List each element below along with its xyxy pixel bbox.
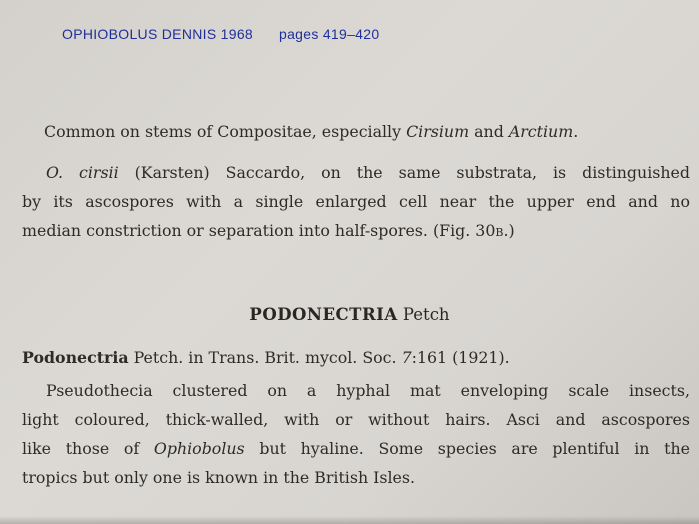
genus-name-ophiobolus: Ophiobolus (153, 439, 245, 458)
citation-volume: 7 (401, 348, 412, 367)
text-line: like those of Ophiobolus but hyaline. Some species are plentiful in the (22, 439, 690, 458)
section-heading (0, 305, 699, 324)
habitat-paragraph (44, 117, 684, 146)
text-line: O. cirsii (Karsten) Saccardo, on the same substrata, is distinguished (46, 163, 691, 182)
description-paragraph (22, 376, 690, 492)
citation-line (22, 343, 690, 372)
pages-label: pages 419–420 (279, 26, 380, 42)
section-heading-author: Petch (397, 305, 450, 324)
genus-name-arctium: Arctium (508, 122, 574, 141)
page-edge-shadow (0, 516, 699, 524)
text-line: light coloured, thick-walled, with or without hairs. Asci and ascospores (22, 410, 690, 429)
related-species-paragraph (22, 158, 690, 245)
genus-name-cirsium: Cirsium (406, 122, 470, 141)
text-line: Common on stems of Compositae, especially Cirsium and Arctium. (44, 122, 579, 141)
citation-genus: Podonectria (22, 348, 129, 367)
text-line: tropics but only one is known in the British Isles. (22, 468, 416, 487)
text-line: by its ascospores with a single enlarged cell near the upper end and no (22, 192, 690, 211)
text-line: Pseudothecia clustered on a hyphal mat enveloping scale insects, (46, 381, 690, 400)
section-heading-genus: PODONECTRIA (249, 305, 398, 324)
page-annotation-header (62, 26, 379, 42)
text-line: Podonectria Petch. in Trans. Brit. mycol. Soc. 7:161 (1921). (22, 348, 510, 367)
species-name: O. cirsii (46, 163, 119, 182)
genus-year-label: OPHIOBOLUS DENNIS 1968 (62, 26, 253, 42)
text-line: median constriction or separation into half-spores. (Fig. 30b.) (22, 221, 515, 240)
